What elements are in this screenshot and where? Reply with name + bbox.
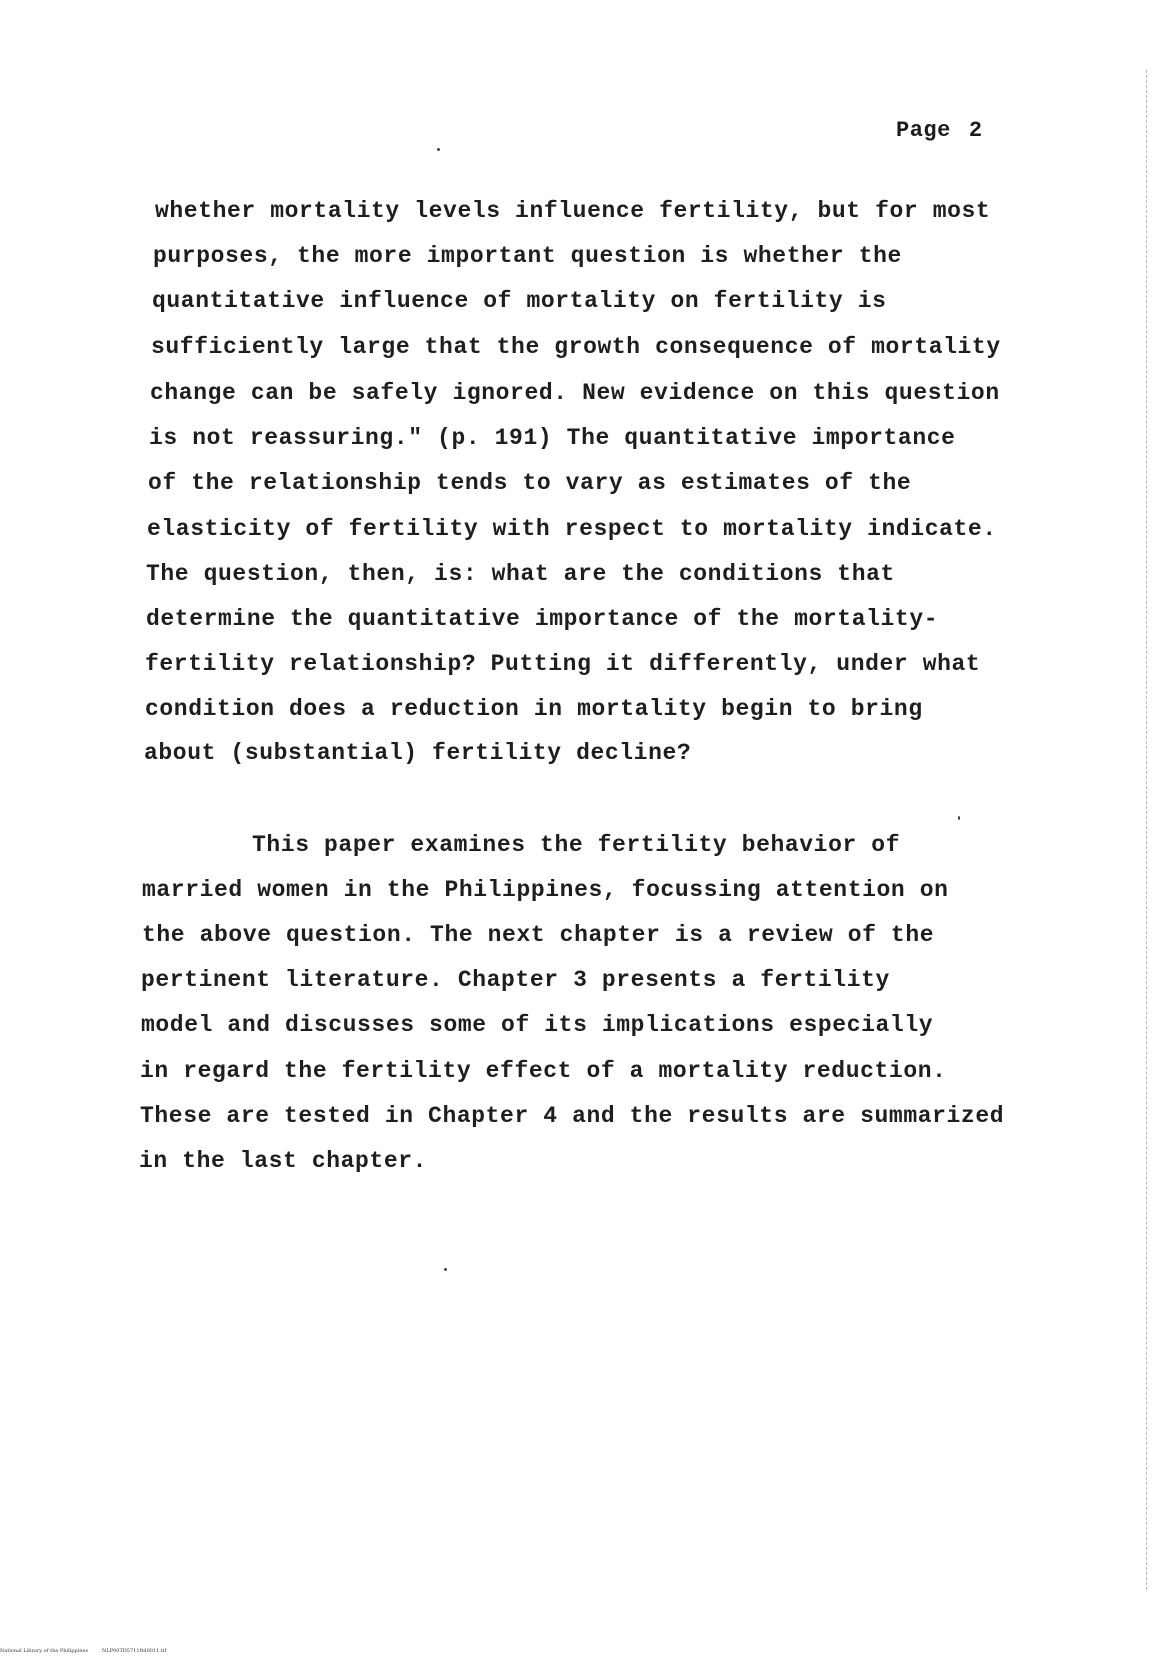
text-line: the above question. The next chapter is a review of the — [142, 922, 935, 948]
text-line: in the last chapter. — [139, 1148, 428, 1174]
text-line: about (substantial) fertility decline? — [144, 740, 692, 766]
text-line: model and discusses some of its implications especially — [141, 1012, 934, 1038]
scan-speck — [444, 1268, 447, 1271]
scan-speck — [437, 148, 440, 151]
text-line: in regard the fertility effect of a mortality reduction. — [140, 1058, 947, 1084]
footer-file-id: NLP00TD5711ftd0011.tif — [102, 1648, 167, 1654]
text-line: purposes, the more important question is whether the — [153, 243, 902, 269]
text-line: This paper examines the fertility behavior of — [252, 832, 901, 858]
footer-library: National Library of the Philippines — [0, 1648, 89, 1654]
text-line: condition does a reduction in mortality begin to bring — [145, 696, 923, 722]
text-line: is not reassuring." (p. 191) The quantitative importance — [149, 425, 956, 451]
text-line: determine the quantitative importance of the mortality- — [146, 606, 939, 632]
text-line: quantitative influence of mortality on fertility is — [152, 288, 887, 314]
page-label: Page — [896, 118, 951, 143]
text-line: sufficiently large that the growth consequence of mortality — [151, 334, 1001, 360]
text-line: The question, then, is: what are the conditions that — [146, 561, 895, 587]
text-line: change can be safely ignored. New evidence on this question — [150, 380, 1000, 406]
text-line: of the relationship tends to vary as estimates of the — [148, 470, 912, 496]
text-line: fertility relationship? Putting it differently, under what — [145, 651, 981, 677]
text-line: married women in the Philippines, focussing attention on — [142, 877, 949, 903]
page-header — [896, 118, 983, 143]
text-line: whether mortality levels influence fertility, but for most — [155, 198, 991, 224]
text-line: elasticity of fertility with respect to mortality indicate. — [147, 516, 997, 542]
text-line: These are tested in Chapter 4 and the results are summarized — [140, 1103, 1005, 1129]
scan-speck — [958, 816, 960, 820]
page-number: 2 — [968, 118, 983, 143]
text-line: pertinent literature. Chapter 3 presents a fertility — [141, 967, 890, 993]
scan-edge-line — [1146, 70, 1147, 1590]
scan-footer — [0, 1648, 166, 1654]
